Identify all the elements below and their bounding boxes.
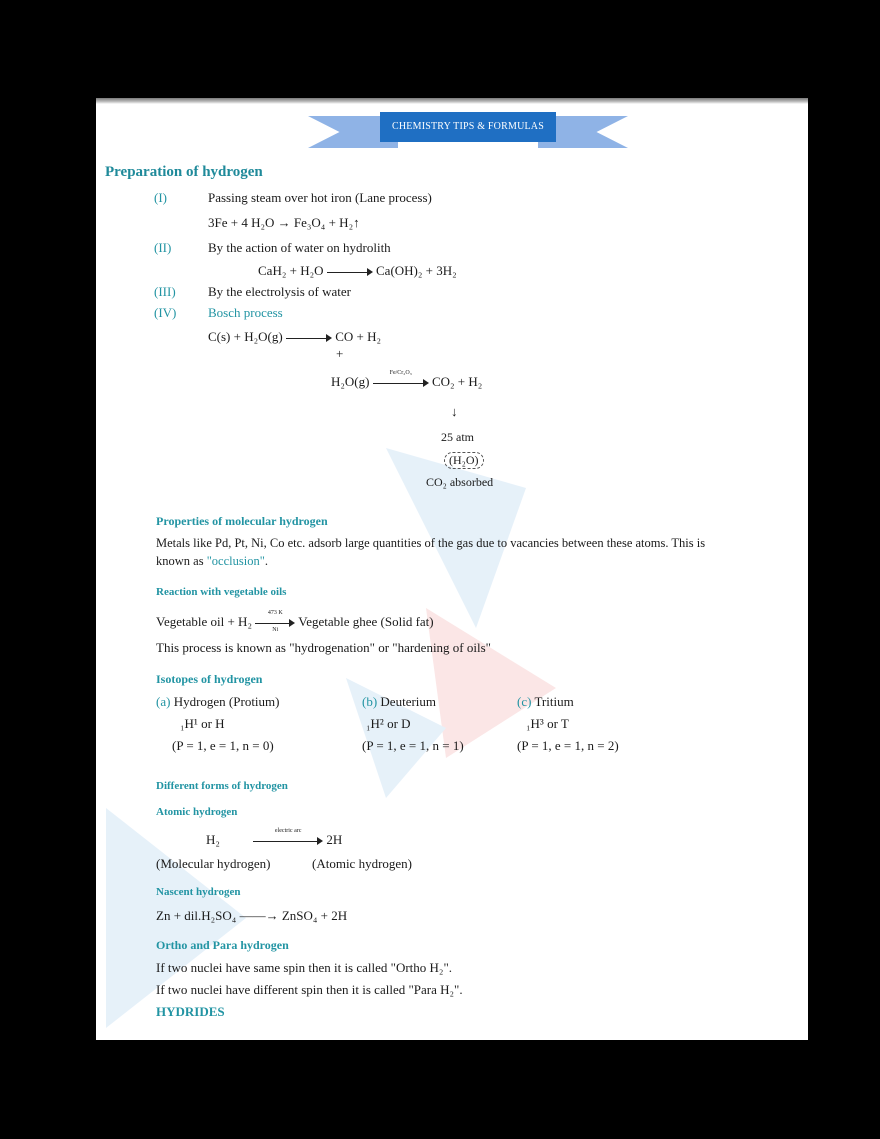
method-number: (III) — [154, 284, 176, 299]
paragraph-line: This process is known as "hydrogenation" or "hardening of oils" — [156, 640, 491, 655]
subsection-heading: Isotopes of hydrogen — [156, 672, 263, 686]
equation — [331, 370, 483, 390]
header-banner — [308, 112, 628, 152]
method-text: Bosch process — [208, 305, 283, 320]
label: (Molecular hydrogen) — [156, 856, 271, 871]
equation: H₂ electric arc 2H — [206, 828, 343, 847]
top-border — [96, 98, 808, 104]
eq-left: H₂O(g) — [331, 374, 370, 389]
eq-left: CaH₂ + H₂O — [258, 263, 324, 278]
paragraph-line: If two nuclei have same spin then it is called "Ortho H₂". — [156, 960, 453, 975]
method-number: (II) — [154, 240, 172, 255]
pressure-label: 25 atm — [441, 430, 474, 444]
paragraph-line: known as "occlusion". — [156, 554, 268, 568]
subsection-heading: Ortho and Para hydrogen — [156, 938, 289, 952]
method-number: (IV) — [154, 305, 177, 320]
method-text: By the action of water on hydrolith — [208, 240, 391, 255]
subsection-heading: HYDRIDES — [156, 1004, 225, 1019]
arrow-icon — [286, 333, 332, 343]
equation — [258, 263, 457, 279]
reagent-label: (H₂O) — [444, 452, 484, 469]
method-text: Passing steam over hot iron (Lane process) — [208, 190, 432, 205]
section-heading: Preparation of hydrogen — [105, 164, 263, 180]
plus-sign: + — [336, 346, 344, 361]
arrow-icon: 473 K Ni — [255, 618, 295, 628]
document-page: CHEMISTRY TIPS & FORMULAS Preparation of hydrogen (I) Passing steam over hot iron (Lane process) 3Fe + 4 H₂O → Fe₃O₄ + H₂↑ (II) By the action of water on hydrolith CaH₂ + H₂O Ca(OH)₂ + 3H₂ (III) By the electrolysis of water (IV) Bosch process C(s) + H₂O(g) CO + H₂ + H₂O(g) Fe/Cr₂O₃ CO₂ + H₂ ↓ 25 atm (H₂O) CO₂ absorbed Properties of molecular hydrogen Metals like Pd, Pt, Ni, Co etc. adsorb large quantities of the gas due to vacancies between these atoms. This is known as "occlusion". Reaction with vegetable oils Vegetable oil + H₂ 473 K Ni Vegetable ghee (Solid fat) This process is known as "hydrogenation" or "hardening of oils" Isotopes of hydrogen (a) Hydrogen (Protium) ₁H¹ or H (P = 1, e = 1, n = 0) (b) Deuterium ₁H² or D (P = 1, e = 1, n = 1) (c) Tritium ₁H³ or T (P = 1, e = 1, n = 2) Different forms of hydrogen Atomic hydrogen H₂ electric arc 2H (Molecular hydrogen) (Atomic hydrogen) Nascent hydrogen Zn + dil.H₂SO₄ ——→ ZnSO₄ + 2H Ortho and Para hydrogen If two nuclei have same spin then it is called "Ortho H₂". If two nuclei have different spin then it is called "Para H₂". HYDRIDES — [96, 98, 808, 1040]
eq-right: CO₂ + H₂ — [431, 374, 483, 389]
eq-right: Ca(OH)₂ + 3H₂ — [376, 263, 457, 278]
banner-title: CHEMISTRY TIPS & FORMULAS — [380, 112, 556, 142]
arrow-icon: electric arc — [253, 836, 323, 846]
equation — [208, 329, 381, 345]
label: (Atomic hydrogen) — [312, 856, 413, 871]
method-text: By the electrolysis of water — [208, 284, 351, 299]
equation: Vegetable oil + H₂ 473 K Ni Vegetable ghee (Solid fat) — [156, 610, 434, 634]
down-arrow-icon: ↓ — [451, 404, 458, 419]
eq-right: CO + H₂ — [335, 329, 381, 344]
method-number: (I) — [154, 190, 167, 205]
subsection-heading: Properties of molecular hydrogen — [156, 514, 328, 528]
term-occlusion: "occlusion" — [206, 554, 265, 568]
eq-left: C(s) + H₂O(g) — [208, 329, 283, 344]
paragraph-line: If two nuclei have different spin then it is called "Para H₂". — [156, 982, 463, 997]
result-label: CO₂ absorbed — [426, 475, 494, 489]
paragraph-line: Metals like Pd, Pt, Ni, Co etc. adsorb large quantities of the gas due to vacancies between these atoms. This is — [156, 536, 706, 550]
equation: Zn + dil.H₂SO₄ ——→ ZnSO₄ + 2H — [156, 908, 348, 923]
equation: 3Fe + 4 H₂O → Fe₃O₄ + H₂↑ — [208, 215, 360, 230]
subsection-heading: Atomic hydrogen — [156, 806, 238, 818]
arrow-icon: Fe/Cr₂O₃ — [373, 378, 429, 388]
subsection-heading: Nascent hydrogen — [156, 886, 241, 898]
subsection-heading: Reaction with vegetable oils — [156, 586, 287, 598]
subsection-heading: Different forms of hydrogen — [156, 780, 288, 792]
arrow-icon — [327, 267, 373, 277]
